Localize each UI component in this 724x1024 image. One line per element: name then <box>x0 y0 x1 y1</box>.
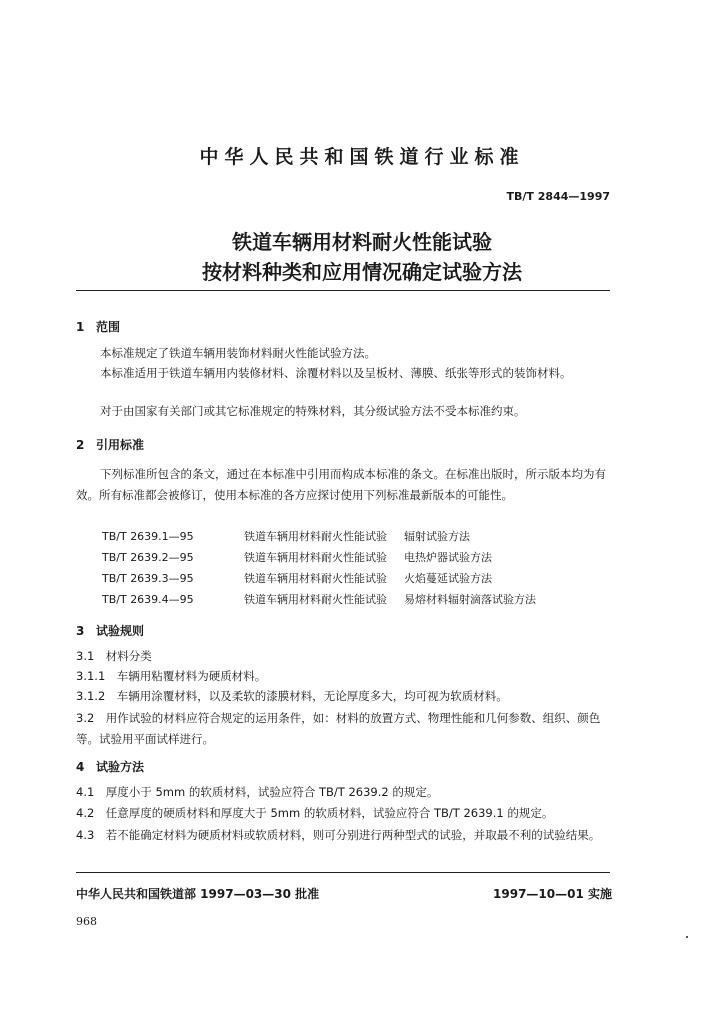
reference-method: 电热炉器试验方法 <box>404 551 492 564</box>
section-title: 范围 <box>96 320 121 334</box>
footer-divider <box>76 872 610 873</box>
reference-row <box>102 549 492 565</box>
reference-method: 易熔材料辐射滴落试验方法 <box>404 593 536 606</box>
clause-3-2: 3.2 用作试验的材料应符合规定的运用条件，如：材料的放置方式、物理性能和几何参数、组织、颜色等。试验用平面试样进行。 <box>76 711 601 746</box>
clause-3-1-1: 3.1.1 车辆用粘覆材料为硬质材料。 <box>76 669 267 683</box>
section-1-paragraph-1: 本标准规定了铁道车辆用装饰材料耐火性能试验方法。 <box>100 346 376 360</box>
section-1-paragraph-3: 对于由国家有关部门或其它标准规定的特殊材料，其分级试验方法不受本标准约束。 <box>100 404 526 418</box>
clause-3-1: 3.1 材料分类 <box>76 649 152 663</box>
title-divider <box>76 290 610 291</box>
document-header: 中华人民共和国铁道行业标准 <box>199 146 525 168</box>
section-number: 2 <box>76 438 85 452</box>
implementation-date: 1997—10—01 实施 <box>493 887 612 901</box>
section-title: 引用标准 <box>96 438 145 452</box>
reference-name: 铁道车辆用材料耐火性能试验 <box>244 593 387 606</box>
reference-row <box>102 528 470 544</box>
reference-method: 辐射试验方法 <box>404 530 470 543</box>
clause-4-3: 4.3 若不能确定材料为硬质材料或软质材料，则可分别进行两种型式的试验，并取最不利的试验结果。 <box>76 828 601 842</box>
approval-statement: 中华人民共和国铁道部 1997—03—30 批准 <box>76 887 320 901</box>
reference-name: 铁道车辆用材料耐火性能试验 <box>244 572 387 585</box>
section-number: 4 <box>76 760 85 774</box>
title-line-1: 铁道车辆用材料耐火性能试验 <box>232 230 492 254</box>
reference-code: TB/T 2639.1—95 <box>102 530 194 543</box>
reference-code: TB/T 2639.2—95 <box>102 551 194 564</box>
section-number: 1 <box>76 320 85 334</box>
reference-row <box>102 570 492 586</box>
clause-3-1-2: 3.1.2 车辆用涂覆材料，以及柔软的漆膜材料，无论厚度多大，均可视为软质材料。 <box>76 689 508 703</box>
reference-code: TB/T 2639.3—95 <box>102 572 194 585</box>
section-4-heading <box>76 758 144 775</box>
section-title: 试验方法 <box>96 760 145 774</box>
section-3-heading <box>76 622 144 639</box>
standard-code: TB/T 2844—1997 <box>506 190 610 203</box>
reference-name: 铁道车辆用材料耐火性能试验 <box>244 551 387 564</box>
page-number: 968 <box>76 915 97 928</box>
section-1-paragraph-2: 本标准适用于铁道车辆用内装修材料、涂覆材料以及呈板材、薄膜、纸张等形式的装饰材料。 <box>100 366 572 380</box>
section-number: 3 <box>76 624 85 638</box>
reference-row <box>102 591 536 607</box>
section-title: 试验规则 <box>96 624 145 638</box>
scan-speck <box>686 936 688 938</box>
title-line-2: 按材料种类和应用情况确定试验方法 <box>202 260 522 284</box>
section-2-heading <box>76 436 144 453</box>
clause-4-1: 4.1 厚度小于 5mm 的软质材料，试验应符合 TB/T 2639.2 的规定。 <box>76 785 439 799</box>
section-2-intro: 下列标准所包含的条文，通过在本标准中引用而构成本标准的条文。在标准出版时，所示版本均为有效。所有标准都会被修订，使用本标准的各方应探讨使用下列标准最新版本的可能性。 <box>76 467 606 502</box>
reference-method: 火焰蔓延试验方法 <box>404 572 492 585</box>
reference-name: 铁道车辆用材料耐火性能试验 <box>244 530 387 543</box>
reference-code: TB/T 2639.4—95 <box>102 593 194 606</box>
clause-4-2: 4.2 任意厚度的硬质材料和厚度大于 5mm 的软质材料，试验应符合 TB/T 2639.1 的规定。 <box>76 806 554 820</box>
section-1-heading <box>76 318 120 335</box>
